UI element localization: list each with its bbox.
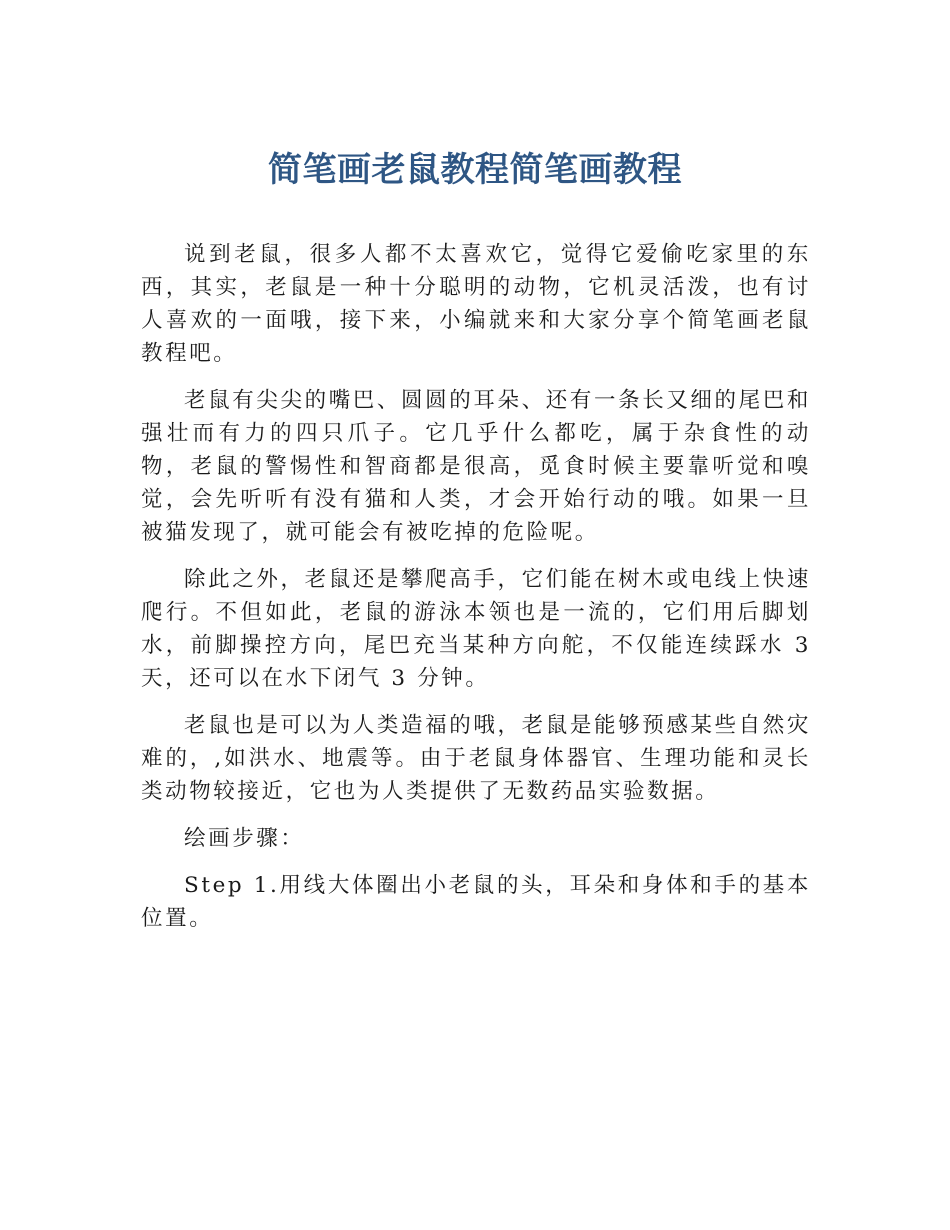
- paragraph-step-1: Step 1.用线大体圈出小老鼠的头，耳朵和身体和手的基本位置。: [141, 873, 811, 931]
- paragraph-benefits: 老鼠也是可以为人类造福的哦，老鼠是能够预感某些自然灾难的，,如洪水、地震等。由于老鼠身体器官、生理功能和灵长类动物较接近，它也为人类提供了无数药品实验数据。: [141, 713, 811, 804]
- document-body: [141, 238, 811, 935]
- paragraph-features: 老鼠有尖尖的嘴巴、圆圆的耳朵、还有一条长又细的尾巴和强壮而有力的四只爪子。它几乎什么都吃，属于杂食性的动物，老鼠的警惕性和智商都是很高，觅食时候主要靠听觉和嗅觉，会先听听有没有猫和人类，才会开始行动的哦。如果一旦被猫发现了，就可能会有被吃掉的危险呢。: [141, 388, 811, 545]
- paragraph-steps-heading: 绘画步骤：: [184, 826, 305, 851]
- paragraph-abilities: 除此之外，老鼠还是攀爬高手，它们能在树木或电线上快速爬行。不但如此，老鼠的游泳本领也是一流的，它们用后脚划水，前脚操控方向，尾巴充当某种方向舵，不仅能连续踩水 3 天，还可以在水下闭气 3 分钟。: [141, 567, 811, 691]
- document-title: 简笔画老鼠教程简笔画教程: [268, 150, 682, 190]
- paragraph-intro: 说到老鼠，很多人都不太喜欢它，觉得它爱偷吃家里的东西，其实，老鼠是一种十分聪明的动物，它机灵活泼，也有讨人喜欢的一面哦，接下来，小编就来和大家分享个简笔画老鼠教程吧。: [141, 242, 811, 366]
